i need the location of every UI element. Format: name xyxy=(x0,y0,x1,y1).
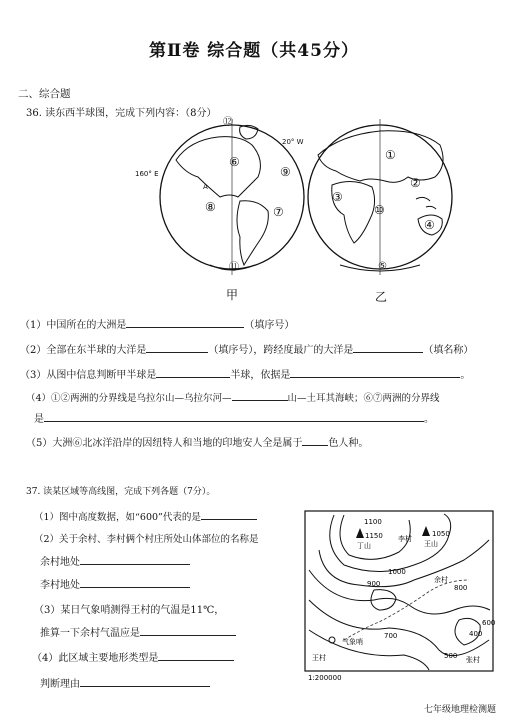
map-label-2: ② xyxy=(410,176,421,190)
village-zhangcun: 张村 xyxy=(466,656,480,664)
map-scale: 1:200000 xyxy=(308,674,342,682)
q37-heading: 37. 读某区域等高线图，完成下列各题（7分）。 xyxy=(26,487,216,497)
map-label-9: ⑨ xyxy=(280,165,291,179)
q36-item-4-line2: 是 。 xyxy=(34,410,434,425)
village-yucun: 余村 xyxy=(434,576,448,584)
peak-name-dingshan: 丁山 xyxy=(357,542,371,550)
q36-item-2: （2）全部在东半球的大洋是 （填序号），跨经度最广的大洋是 （填名称） xyxy=(20,341,473,356)
contour-label-1100: 1100 xyxy=(364,518,382,526)
contour-label-900: 900 xyxy=(367,580,381,588)
village-wangcun: 王村 xyxy=(312,654,326,662)
village-licun: 李村 xyxy=(398,535,412,543)
q36-item-3: （3）从图中信息判断甲半球是 半球，依据是 。 xyxy=(20,366,470,381)
q36-item-5: （5）大洲⑥北冰洋沿岸的因纽特人和当地的印地安人全是属于 色人种。 xyxy=(26,434,368,449)
q37-item-4a: 判断理由 xyxy=(40,675,210,690)
hemisphere-maps xyxy=(140,115,470,310)
q37-item-4: （4）此区域主要地形类型是 xyxy=(32,649,234,664)
map-label-11: ⑪ xyxy=(229,262,239,273)
map-label-12: ⑫ xyxy=(223,117,233,128)
map-label-5: ⑤ xyxy=(378,261,387,272)
q36-item-4: （4）①②两洲的分界线是乌拉尔山—乌拉尔河— 山—土耳其海峡；⑥⑦两洲的分界线 xyxy=(26,389,440,404)
map-label-8: ⑧ xyxy=(205,200,216,214)
contour-label-700: 700 xyxy=(384,632,398,640)
q37-item-1: （1）图中高度数据，如“600”代表的是 xyxy=(34,508,257,523)
map-label-6: ⑥ xyxy=(229,155,240,169)
contour-label-500: 500 xyxy=(444,652,458,660)
map-label-10: ⑩ xyxy=(374,203,385,217)
q37-item-3: （3）某日气象哨测得王村的气温是11℃， xyxy=(34,605,225,616)
peak-label-1050: 1050 xyxy=(432,530,450,538)
contour-map xyxy=(304,510,494,682)
east-hemisphere xyxy=(308,119,452,275)
contour-label-400: 400 xyxy=(469,630,483,638)
q36-heading: 36. 读东西半球图，完成下列内容：（8分） xyxy=(26,108,217,119)
q37-item-2a: 余村地处 xyxy=(40,553,190,568)
page-title: 第Ⅱ卷 综合题（共45分） xyxy=(149,41,359,61)
q36-item-1: （1）中国所在的大洲是 （填序号） xyxy=(20,316,294,331)
q37-item-3a: 推算一下余村气温应是 xyxy=(40,624,236,639)
map-label-7: ⑦ xyxy=(273,205,284,219)
peak-name-wangshan: 王山 xyxy=(424,540,438,548)
east-hemisphere-name: 乙 xyxy=(375,290,388,304)
map-label-3: ③ xyxy=(332,190,343,204)
map-label-4: ④ xyxy=(424,218,435,232)
footer-text: 七年级地理检测题 xyxy=(423,705,496,715)
section-heading: 二、综合题 xyxy=(18,88,71,100)
q37-item-2: （2）关于余村、李村俩个村庄所处山体部位的名称是 xyxy=(34,534,259,545)
q37-item-2b: 李村地处 xyxy=(40,576,190,591)
letter-a-label: A xyxy=(203,183,208,191)
weather-station-label: 气象哨 xyxy=(342,638,363,646)
contour-label-600: 600 xyxy=(482,619,496,627)
lon-160e-label: 160° E xyxy=(135,170,159,178)
contour-label-800: 800 xyxy=(454,584,468,592)
map-label-1: ① xyxy=(385,148,396,162)
contour-label-1000: 1000 xyxy=(388,568,406,576)
peak-label-1150: 1150 xyxy=(365,532,383,540)
west-hemisphere-name: 甲 xyxy=(226,288,239,302)
lon-20w-label: 20° W xyxy=(282,138,304,146)
